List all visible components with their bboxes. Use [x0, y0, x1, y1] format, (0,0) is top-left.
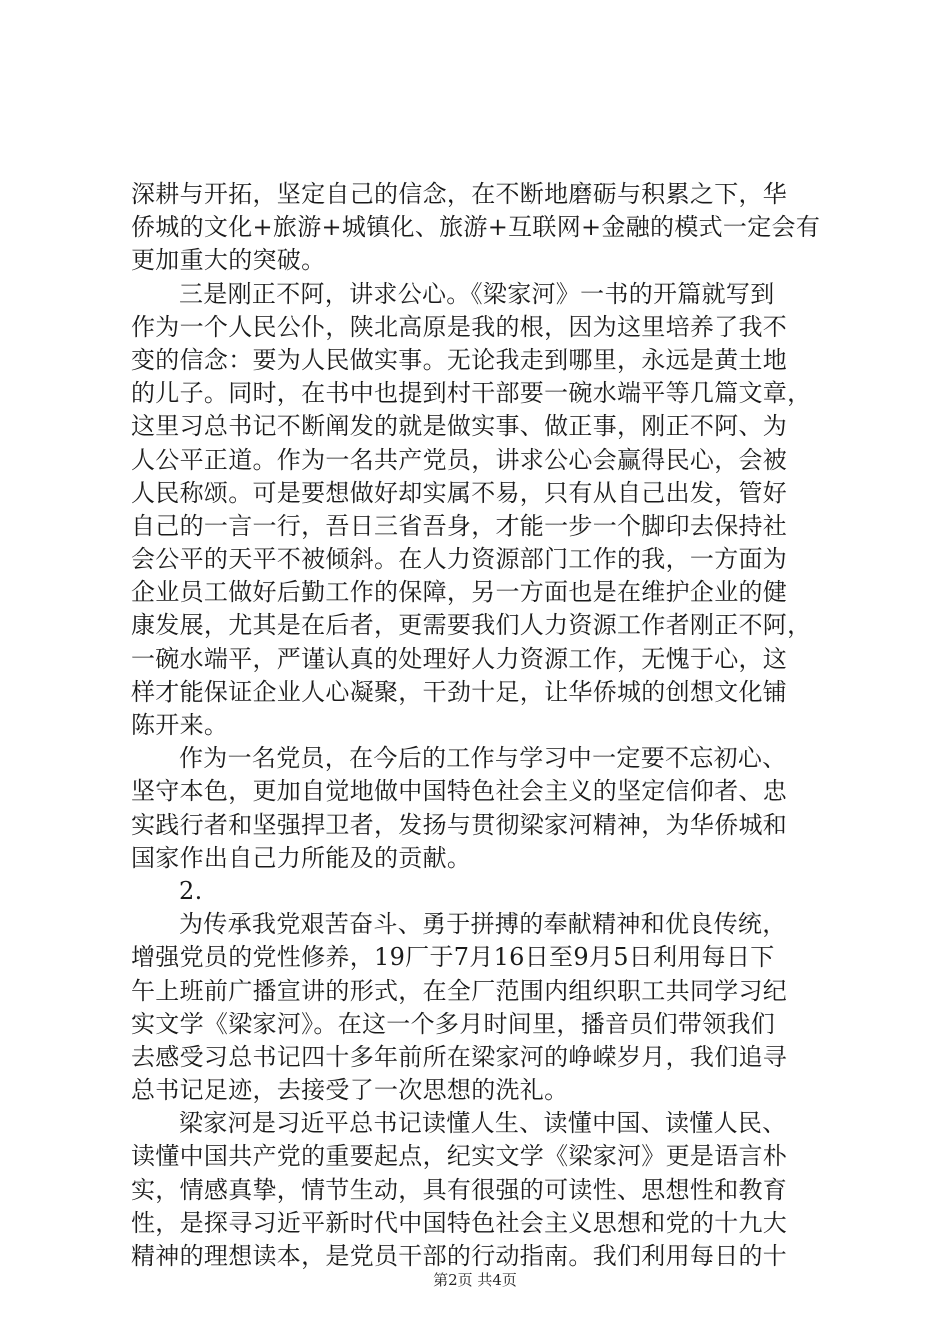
text-line: 一碗水端平，严谨认真的处理好人力资源工作，无愧于心，这	[131, 644, 788, 673]
text-line: 2.	[179, 876, 203, 905]
text-line: 去感受习总书记四十多年前所在梁家河的峥嵘岁月，我们追寻	[131, 1042, 788, 1071]
text-line: 深耕与开拓，坚定自己的信念，在不断地磨砺与积累之下，华	[131, 180, 788, 208]
text-line: 性，是探寻习近平新时代中国特色社会主义思想和党的十九大	[131, 1208, 788, 1237]
text-line: 坚守本色，更加自觉地做中国特色社会主义的坚定信仰者、忠	[131, 777, 788, 806]
text-line: 这里习总书记不断阐发的就是做实事、做正事，刚正不阿、为	[131, 412, 788, 441]
text-line: 梁家河是习近平总书记读懂人生、读懂中国、读懂人民、	[179, 1109, 787, 1138]
text-line: 侨城的文化+旅游+城镇化、旅游+互联网+金融的模式一定会有	[131, 213, 821, 242]
page-footer: 第2页 共4页	[433, 1271, 517, 1289]
text-line: 三是刚正不阿，讲求公心。《梁家河》一书的开篇就写到	[179, 279, 775, 308]
document-body	[131, 178, 831, 1273]
text-line: 康发展，尤其是在后者，更需要我们人力资源工作者刚正不阿，	[131, 611, 812, 640]
text-line: 会公平的天平不被倾斜。在人力资源部门工作的我，一方面为	[131, 545, 788, 574]
text-line: 实文学《梁家河》。在这一个多月时间里，播音员们带领我们	[131, 1009, 776, 1038]
text-line: 陈开来。	[131, 711, 229, 739]
text-line: 人民称颂。可是要想做好却实属不易，只有从自己出发，管好	[131, 478, 788, 507]
text-line: 作为一名党员，在今后的工作与学习中一定要不忘初心、	[179, 744, 787, 773]
text-line: 增强党员的党性修养，19厂于7月16日至9月5日利用每日下	[131, 943, 775, 972]
text-line: 样才能保证企业人心凝聚，干劲十足，让华侨城的创想文化铺	[131, 677, 788, 706]
text-line: 实，情感真挚，情节生动，具有很强的可读性、思想性和教育	[131, 1175, 788, 1204]
text-line: 实践行者和坚强捍卫者，发扬与贯彻梁家河精神，为华侨城和	[131, 810, 788, 839]
text-line: 为传承我党艰苦奋斗、勇于拼搏的奉献精神和优良传统，	[179, 910, 787, 939]
text-line: 午上班前广播宣讲的形式，在全厂范围内组织职工共同学习纪	[131, 976, 788, 1005]
text-line: 作为一个人民公仆，陕北高原是我的根，因为这里培养了我不	[131, 312, 788, 341]
text-line: 的儿子。同时，在书中也提到村干部要一碗水端平等几篇文章，	[131, 379, 812, 408]
text-line: 读懂中国共产党的重要起点，纪实文学《梁家河》更是语言朴	[131, 1142, 788, 1171]
text-line: 自己的一言一行，吾日三省吾身，才能一步一个脚印去保持社	[131, 511, 788, 540]
text-line: 人公平正道。作为一名共产党员，讲求公心会赢得民心，会被	[131, 445, 788, 474]
text-line: 国家作出自己力所能及的贡献。	[131, 843, 472, 872]
text-line: 精神的理想读本，是党员干部的行动指南。我们利用每日的十	[131, 1242, 788, 1270]
text-line: 企业员工做好后勤工作的保障，另一方面也是在维护企业的健	[131, 578, 788, 607]
text-line: 更加重大的突破。	[131, 246, 326, 275]
text-line: 总书记足迹，去接受了一次思想的洗礼。	[131, 1076, 569, 1105]
text-line: 变的信念：要为人民做实事。无论我走到哪里，永远是黄土地	[131, 345, 788, 374]
